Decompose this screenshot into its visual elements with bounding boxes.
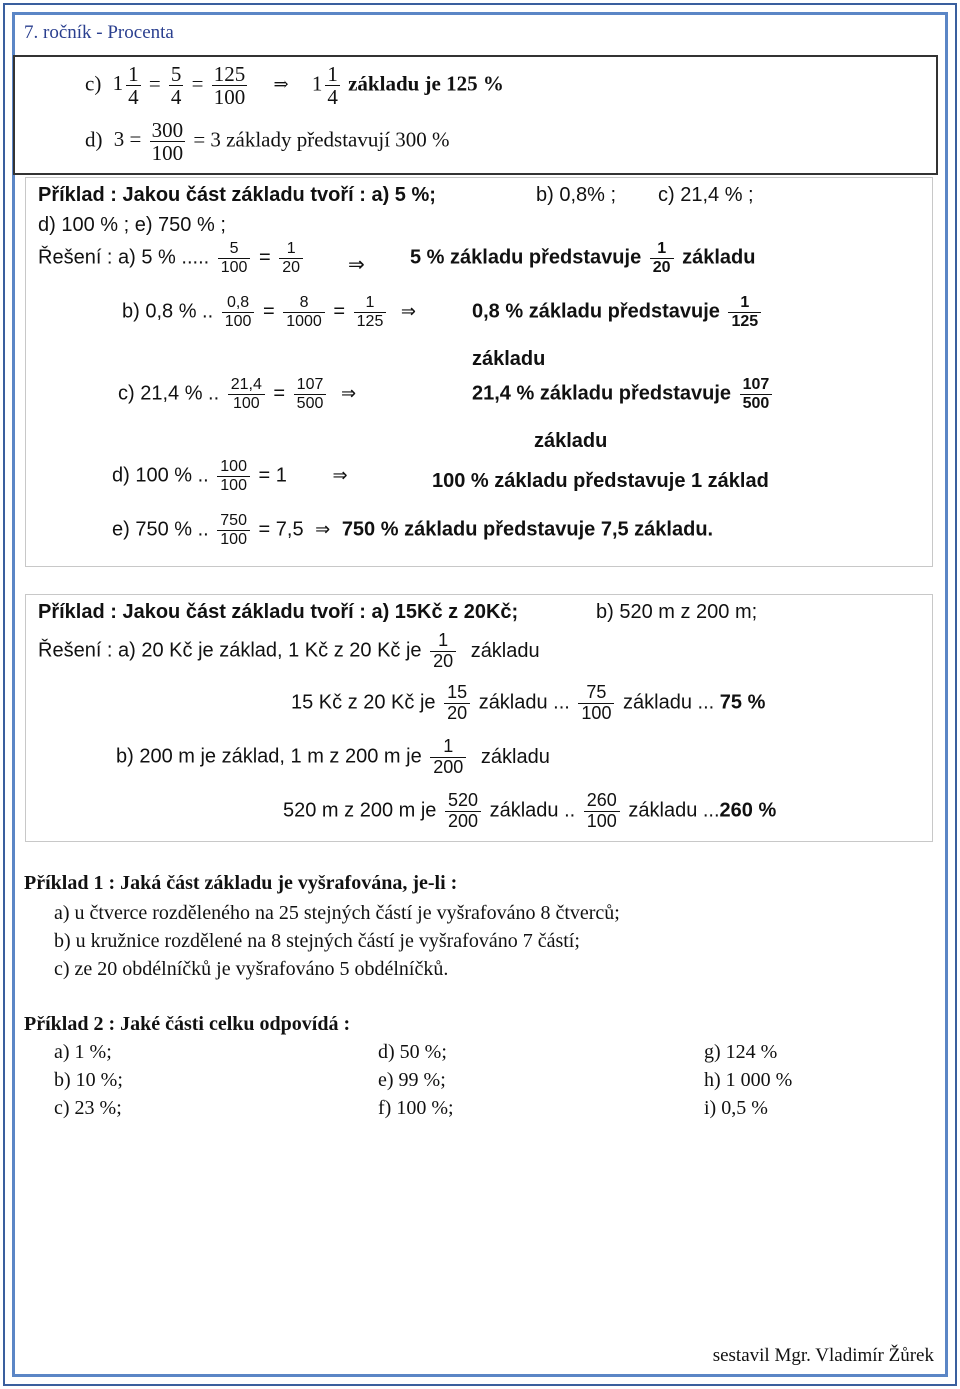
implies-arrow-icon: ⇒ — [348, 254, 365, 276]
fraction: $\frac{21,4}{100}$ — [228, 376, 265, 412]
mixed-whole: 1 — [311, 71, 323, 96]
fraction: $\frac{300}{100}$ — [151, 118, 184, 166]
fraction: $\frac{100}{100}$ — [217, 458, 250, 494]
implies-arrow-icon: ⇒ — [340, 383, 357, 404]
fraction: $\frac{8}{1000}$ — [283, 294, 325, 330]
fraction: $\frac{5}{4}$ — [170, 62, 182, 110]
solution-b-result: 0,8 % základu představuje $\frac{1}{125}$ — [472, 294, 764, 330]
example-item-b: b) 520 m z 200 m; — [596, 601, 758, 623]
example-title: Příklad : Jakou část základu tvoří : a) 5 %; — [38, 184, 436, 206]
task2-item: g) 124 % — [704, 1041, 778, 1063]
result-text: = 3 základy představují 300 % — [193, 127, 450, 152]
task2-item: a) 1 %; — [54, 1041, 112, 1063]
solution-e: e) 750 % .. $\frac{750}{100}$ = 7,5 ⇒ 750 % základu představuje 7,5 základu. — [112, 512, 714, 548]
label-d: d) — [85, 127, 103, 152]
fraction: $\frac{107}{500}$ — [740, 376, 773, 412]
author-credit: sestavil Mgr. Vladimír Žůrek — [712, 1345, 934, 1366]
fraction: $\frac{125}{100}$ — [213, 62, 246, 110]
task1-item: b) u kružnice rozdělené na 8 stejných částí je vyšrafováno 7 částí; — [54, 930, 580, 952]
task2-item: c) 23 %; — [54, 1097, 122, 1119]
solution-a-detail: 15 Kč z 20 Kč je $\frac{15}{20}$ základu ... $\frac{75}{100}$ základu ... 75 % — [291, 682, 766, 723]
implies-arrow-icon: ⇒ — [332, 465, 348, 486]
example-percent-part — [25, 177, 933, 567]
fraction: $\frac{75}{100}$ — [578, 683, 614, 724]
fraction: $\frac{0,8}{100}$ — [222, 294, 255, 330]
task2-item: f) 100 %; — [378, 1097, 454, 1119]
solution-b-detail: 520 m z 200 m je $\frac{520}{200}$ základu .. $\frac{260}{100}$ základu ...260 % — [283, 790, 777, 831]
page-header: 7. ročník - Procenta — [24, 22, 174, 43]
implies-arrow-icon: ⇒ — [400, 301, 416, 322]
top-box — [13, 55, 938, 175]
result-text: základu je 125 % — [348, 71, 504, 96]
task2-item: d) 50 %; — [378, 1041, 447, 1063]
example-amount-part — [25, 594, 933, 842]
implies-arrow-icon: ⇒ — [315, 519, 331, 540]
task2-item: h) 1 000 % — [704, 1069, 793, 1091]
fraction: $\frac{1}{20}$ — [650, 240, 674, 276]
implies-arrow-icon: ⇒ — [273, 74, 289, 95]
fraction: $\frac{1}{4}$ — [128, 62, 139, 110]
task2-item: i) 0,5 % — [704, 1097, 768, 1119]
label-c: c) — [85, 71, 102, 96]
solution-d-result: 100 % základu představuje 1 základ — [432, 470, 769, 492]
line-c — [85, 63, 504, 108]
example-item-c: c) 21,4 % ; — [658, 184, 754, 206]
result-percent: 260 % — [719, 799, 777, 822]
task1-item: a) u čtverce rozděleného na 25 stejných částí je vyšrafováno 8 čtverců; — [54, 902, 620, 924]
fraction: $\frac{1}{20}$ — [279, 240, 303, 276]
mixed-whole: 1 — [112, 71, 124, 96]
fraction: $\frac{260}{100}$ — [584, 791, 620, 832]
result-percent: 75 % — [719, 691, 766, 714]
solution-c-result-cont: základu — [534, 430, 608, 452]
line-d — [85, 119, 450, 164]
solution-a-result: 5 % základu představuje $\frac{1}{20}$ základu — [410, 240, 756, 276]
fraction: $\frac{15}{20}$ — [444, 683, 470, 724]
task1-title: Příklad 1 : Jaká část základu je vyšrafována, je-li : — [24, 872, 458, 894]
example-items-de: d) 100 % ; e) 750 % ; — [38, 214, 226, 236]
fraction: $\frac{107}{500}$ — [294, 376, 327, 412]
fraction: $\frac{5}{100}$ — [218, 240, 251, 276]
example-title: Příklad : Jakou část základu tvoří : a) 15Kč z 20Kč; — [38, 601, 519, 623]
solution-e-result: 750 % základu představuje 7,5 základu. — [341, 518, 714, 541]
solution-a: Řešení : a) 5 % ..... $\frac{5}{100}$ = $\frac{1}{20}$ — [38, 240, 306, 276]
fraction: $\frac{1}{125}$ — [354, 294, 387, 330]
fraction: $\frac{1}{125}$ — [728, 294, 761, 330]
solution-a: Řešení : a) 20 Kč je základ, 1 Kč z 20 Kč je $\frac{1}{20}$ základu — [38, 630, 540, 671]
task2-item: b) 10 %; — [54, 1069, 123, 1091]
solution-b: b) 0,8 % .. $\frac{0,8}{100}$ = $\frac{8}{1000}$ = $\frac{1}{125}$ ⇒ — [122, 294, 416, 330]
fraction: $\frac{1}{200}$ — [430, 737, 466, 778]
fraction: $\frac{1}{4}$ — [327, 62, 338, 110]
fraction: $\frac{1}{20}$ — [430, 631, 456, 672]
task2-item: e) 99 %; — [378, 1069, 446, 1091]
task2-title: Příklad 2 : Jaké části celku odpovídá : — [24, 1013, 351, 1035]
solution-c-result: 21,4 % základu představuje $\frac{107}{500}$ — [472, 376, 775, 412]
equals: = — [191, 71, 204, 96]
solution-c: c) 21,4 % .. $\frac{21,4}{100}$ = $\frac{107}{500}$ ⇒ — [118, 376, 357, 412]
solution-b-result-cont: základu — [472, 348, 546, 370]
fraction: $\frac{750}{100}$ — [217, 512, 250, 548]
solution-d: d) 100 % .. $\frac{100}{100}$ = 1 ⇒ — [112, 458, 348, 494]
equals: = — [148, 71, 161, 96]
fraction: $\frac{520}{200}$ — [445, 791, 481, 832]
solution-b: b) 200 m je základ, 1 m z 200 m je $\frac{1}{200}$ základu — [116, 736, 550, 777]
example-item-b: b) 0,8% ; — [536, 184, 617, 206]
expr-start: 3 = — [113, 127, 142, 152]
task1-item: c) ze 20 obdélníčků je vyšrafováno 5 obdélníčků. — [54, 958, 449, 980]
